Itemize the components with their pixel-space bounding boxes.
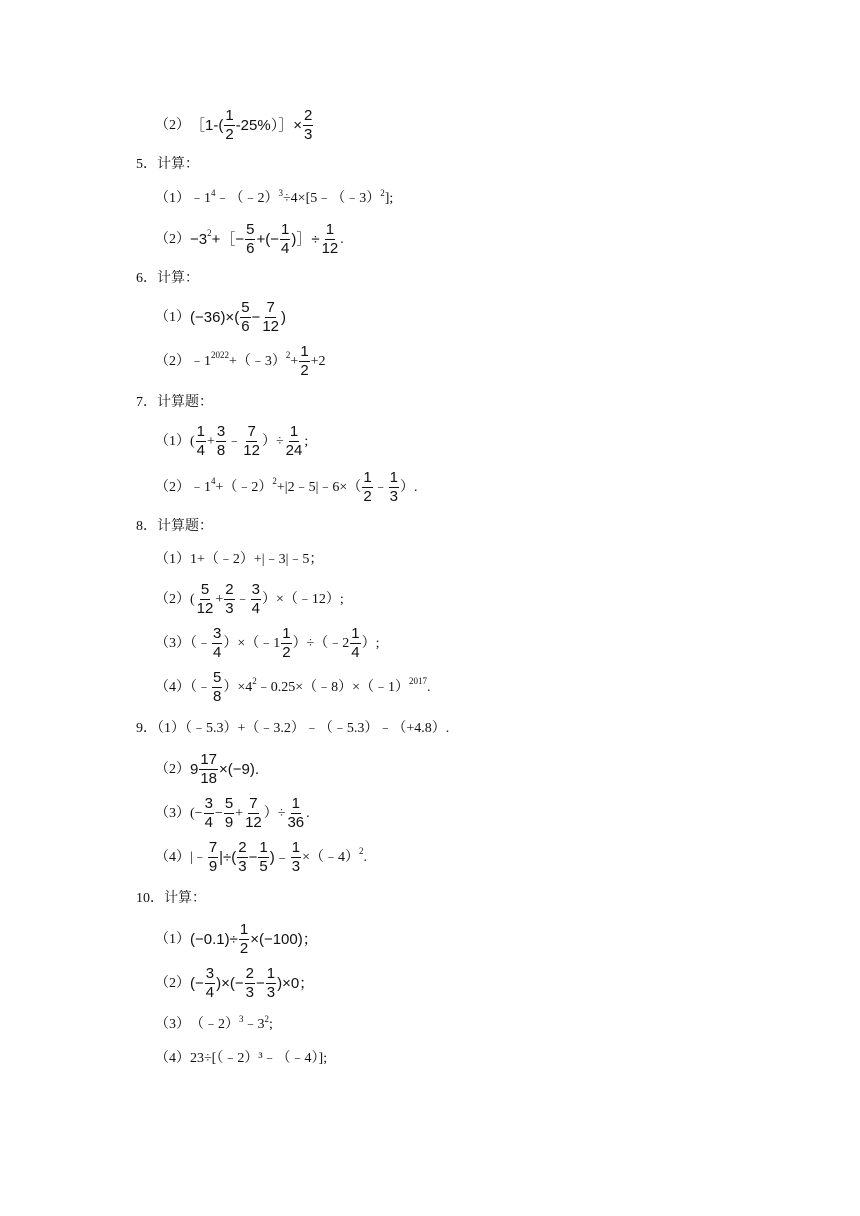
- problem-5-1: [155, 187, 394, 206]
- fraction: [196, 582, 215, 617]
- problem-7-2: [155, 470, 418, 505]
- math-text: 8: [213, 688, 222, 705]
- math-text: 5: [200, 581, 210, 598]
- math-text: ﹣: [373, 479, 388, 495]
- math-text: 1: [281, 221, 290, 238]
- math-text: 6．计算：: [136, 271, 199, 286]
- math-text: 3: [278, 187, 283, 198]
- math-text: ];: [384, 191, 394, 206]
- math-text: ）×（﹣12）;: [261, 591, 344, 607]
- math-text: +（﹣3）: [229, 353, 286, 369]
- math-text: ）×（﹣1: [223, 635, 281, 651]
- math-text: +［−: [211, 231, 245, 248]
- question-8-title: [136, 520, 213, 534]
- problem-9-4: [155, 840, 367, 875]
- math-text: 4: [205, 984, 215, 1001]
- math-text: 1: [196, 423, 206, 440]
- fraction: [350, 626, 360, 661]
- fraction: [224, 108, 234, 143]
- math-text: 2: [225, 581, 234, 598]
- math-text: 1: [363, 469, 372, 486]
- problem-8-1: [155, 553, 323, 567]
- math-text: 3: [225, 600, 234, 617]
- math-text: +: [235, 805, 244, 821]
- math-text: 12: [243, 442, 260, 459]
- math-text: 1: [289, 423, 299, 440]
- fraction: [204, 796, 214, 831]
- math-text: 9: [224, 814, 234, 831]
- math-text: −: [255, 975, 265, 992]
- math-text: +2: [310, 353, 326, 369]
- math-text: |÷(: [219, 849, 237, 866]
- question-7-title: [136, 396, 213, 410]
- fraction: [208, 840, 218, 875]
- problem-10-3: [155, 1013, 273, 1032]
- math-text: 4: [351, 644, 360, 661]
- math-text: 1: [225, 107, 234, 124]
- problem-5-2: [155, 222, 344, 257]
- math-text: −: [214, 805, 223, 821]
- math-text: 2: [282, 644, 291, 661]
- math-text: （1）: [155, 552, 190, 567]
- fraction: [285, 424, 304, 459]
- math-text: 3: [303, 126, 313, 143]
- fraction: [199, 752, 218, 787]
- math-text: 2: [285, 350, 291, 360]
- math-text: （3）(−: [155, 805, 203, 821]
- math-text: 3: [291, 858, 301, 875]
- math-text: 2017: [409, 676, 428, 686]
- math-text: +: [215, 591, 224, 607]
- math-text: 23÷[（﹣2）³﹣（﹣4）];: [190, 1051, 328, 1066]
- math-text: ）×4: [223, 679, 253, 695]
- math-text: ﹣: [235, 591, 250, 607]
- math-text: 4: [196, 442, 206, 459]
- math-text: 2: [238, 839, 247, 856]
- math-text: ;: [304, 433, 309, 449]
- math-text: 2: [272, 476, 277, 486]
- math-text: 1: [291, 839, 301, 856]
- problem-9-1: [136, 722, 449, 736]
- fraction: [239, 922, 249, 957]
- fraction: [281, 626, 291, 661]
- problem-10-4: [155, 1052, 327, 1066]
- math-text: )］÷: [291, 231, 320, 248]
- problem-9-2: [155, 752, 259, 787]
- math-text: 2: [264, 1013, 269, 1024]
- math-text: （﹣2）: [190, 1017, 239, 1032]
- math-text: 2: [239, 940, 249, 957]
- math-text: (−0.1)÷: [190, 931, 238, 948]
- math-text: 9．（1）（﹣5.3）+（﹣3.2）﹣（﹣5.3）﹣（+4.8）.: [136, 721, 450, 736]
- fraction: [291, 840, 301, 875]
- math-text: 1: [239, 921, 249, 938]
- math-text: 2: [252, 676, 257, 686]
- question-6-title: [136, 272, 199, 286]
- math-text: ×(−9).: [219, 761, 260, 778]
- math-text: 10．计算：: [136, 891, 206, 906]
- problem-8-2: [155, 582, 344, 617]
- math-text: 2: [225, 126, 234, 143]
- problem-6-1: [155, 300, 286, 335]
- math-text: 3: [205, 965, 215, 982]
- math-text: ﹣（﹣2）: [215, 191, 279, 206]
- math-text: ﹣3: [243, 1017, 265, 1032]
- fraction: [286, 796, 305, 831]
- question-10-title: [136, 892, 206, 906]
- math-text: 1: [266, 965, 276, 982]
- math-text: 12: [321, 240, 339, 257]
- math-text: 1: [389, 469, 398, 486]
- math-text: 4: [211, 476, 216, 486]
- math-text: .: [363, 849, 367, 865]
- math-text: （1）: [155, 309, 190, 325]
- fraction: [303, 108, 313, 143]
- problem-4-2: [155, 108, 314, 143]
- math-text: )﹣: [269, 849, 290, 866]
- expr-part: -25%）］×: [235, 117, 302, 134]
- fraction: [212, 626, 222, 661]
- math-text: 6: [241, 318, 250, 335]
- math-text: 36: [287, 814, 305, 831]
- math-text: ﹣: [227, 433, 242, 449]
- math-text: 8: [216, 442, 226, 459]
- fraction: [242, 424, 261, 459]
- problem-8-4: [155, 670, 431, 705]
- math-text: ）÷（﹣2: [292, 635, 350, 651]
- math-text: +（﹣2）: [215, 479, 273, 495]
- fraction: [240, 300, 250, 335]
- math-text: （2）: [155, 975, 190, 991]
- fraction: [299, 344, 309, 379]
- question-5-title: [136, 158, 199, 172]
- math-text: 3: [266, 984, 276, 1001]
- math-text: .: [306, 805, 310, 821]
- math-text: ﹣0.25×（﹣8）×（﹣1）: [256, 679, 410, 695]
- fraction: [321, 222, 340, 257]
- fraction: [266, 966, 276, 1001]
- math-text: 3: [204, 795, 213, 812]
- math-text: 1: [282, 625, 291, 642]
- math-text: （3）: [155, 1017, 190, 1032]
- math-text: 2: [300, 362, 309, 379]
- math-text: 4: [213, 644, 222, 661]
- math-text: 9: [208, 858, 218, 875]
- math-text: 12: [196, 600, 214, 617]
- math-text: 12: [262, 318, 279, 335]
- math-text: 2: [207, 228, 212, 238]
- math-text: ;: [269, 1017, 273, 1032]
- math-text: ﹣1: [190, 353, 211, 369]
- math-text: 18: [200, 770, 218, 787]
- math-text: −3: [190, 231, 208, 248]
- fraction: [237, 840, 247, 875]
- math-text: 1+（﹣2）+|﹣3|﹣5；: [190, 552, 324, 567]
- math-text: 3: [239, 1013, 244, 1024]
- math-text: +: [207, 433, 215, 449]
- problem-10-2: [155, 966, 314, 1001]
- math-text: )×0；: [277, 975, 315, 992]
- math-text: 1: [300, 343, 309, 360]
- fraction: [205, 966, 215, 1001]
- math-text: 1: [351, 625, 360, 642]
- fraction: [224, 582, 234, 617]
- math-text: 2: [380, 187, 385, 198]
- math-text: （2）: [155, 353, 190, 369]
- math-text: 3: [238, 858, 247, 875]
- math-text: 7: [249, 795, 258, 812]
- math-text: −: [251, 309, 261, 326]
- math-text: 24: [285, 442, 303, 459]
- math-text: ）÷: [263, 805, 286, 821]
- math-text: （2）: [155, 761, 190, 777]
- fraction: [362, 470, 372, 505]
- fraction: [261, 300, 280, 335]
- math-text: 6: [246, 240, 255, 257]
- fraction: [224, 796, 234, 831]
- math-text: .: [340, 231, 344, 247]
- math-text: ）÷: [261, 433, 284, 449]
- math-text: 4: [204, 814, 213, 831]
- math-text: 1: [259, 839, 268, 856]
- problem-7-1: [155, 424, 308, 459]
- math-text: 5: [224, 795, 234, 812]
- math-text: +|2﹣5|﹣6×（: [276, 479, 362, 495]
- math-text: ）.: [400, 479, 418, 495]
- math-text: 2: [363, 488, 372, 505]
- math-text: 7: [266, 299, 275, 316]
- math-text: 7．计算题：: [136, 395, 213, 410]
- math-text: (−36)×(: [190, 309, 240, 326]
- math-text: ×（﹣4）: [302, 849, 359, 865]
- math-text: 17: [200, 751, 218, 768]
- fraction: [212, 670, 222, 705]
- fraction: [258, 840, 268, 875]
- math-text: 5: [241, 299, 250, 316]
- math-text: 4: [211, 187, 216, 198]
- math-text: （2）(: [155, 591, 195, 607]
- math-text: 3: [216, 423, 226, 440]
- problem-10-1: [155, 922, 318, 957]
- math-text: 3: [213, 625, 222, 642]
- math-text: ）;: [361, 635, 380, 651]
- math-text: 3: [245, 984, 254, 1001]
- fraction: [245, 966, 255, 1001]
- fraction: [244, 796, 263, 831]
- math-text: 1: [325, 221, 335, 238]
- math-text: （4）|﹣: [155, 849, 207, 865]
- math-text: ﹣1: [190, 479, 211, 495]
- math-text: 5: [246, 221, 255, 238]
- math-text: −: [248, 849, 258, 866]
- math-text: 3: [389, 488, 398, 505]
- math-text: 12: [245, 814, 262, 831]
- math-text: 2: [245, 965, 254, 982]
- fraction: [245, 222, 255, 257]
- math-text: ÷4×[5﹣（﹣3）: [283, 191, 381, 206]
- math-text: ): [281, 309, 286, 326]
- math-text: （1）: [155, 191, 190, 206]
- math-text: （1）: [155, 931, 190, 947]
- math-text: +(−: [256, 231, 279, 248]
- math-text: （1）(: [155, 433, 195, 449]
- fraction: [251, 582, 261, 617]
- math-text: 4: [251, 600, 260, 617]
- problem-9-3: [155, 796, 310, 831]
- math-text: （2）: [155, 231, 190, 247]
- math-text: 2: [358, 846, 364, 856]
- math-text: （4）: [155, 1051, 190, 1066]
- math-text: 9: [190, 761, 199, 778]
- math-text: 7: [247, 423, 256, 440]
- math-text: (−: [190, 975, 204, 992]
- math-text: .: [427, 679, 431, 695]
- math-text: +: [290, 353, 299, 369]
- label: （2）: [155, 117, 190, 133]
- math-text: 5: [259, 858, 268, 875]
- expr-part: ［1-(: [190, 117, 224, 134]
- math-text: 1: [291, 795, 300, 812]
- math-text: 7: [208, 839, 218, 856]
- fraction: [216, 424, 226, 459]
- math-text: 8．计算题：: [136, 519, 213, 534]
- math-text: 3: [251, 581, 260, 598]
- math-text: 4: [281, 240, 290, 257]
- math-text: 5: [213, 669, 222, 686]
- math-text: （3）（﹣: [155, 635, 211, 651]
- math-text: )×(−: [216, 975, 244, 992]
- math-text: 2: [303, 107, 313, 124]
- math-text: （4）（﹣: [155, 679, 211, 695]
- problem-8-3: [155, 626, 380, 661]
- math-text: ﹣1: [190, 191, 211, 206]
- math-text: 5．计算：: [136, 157, 199, 172]
- fraction: [196, 424, 206, 459]
- math-text: （2）: [155, 479, 190, 495]
- problem-6-2: [155, 344, 326, 379]
- math-text: 2022: [211, 350, 229, 360]
- fraction: [280, 222, 290, 257]
- math-text: ×(−100)；: [250, 931, 318, 948]
- fraction: [389, 470, 399, 505]
